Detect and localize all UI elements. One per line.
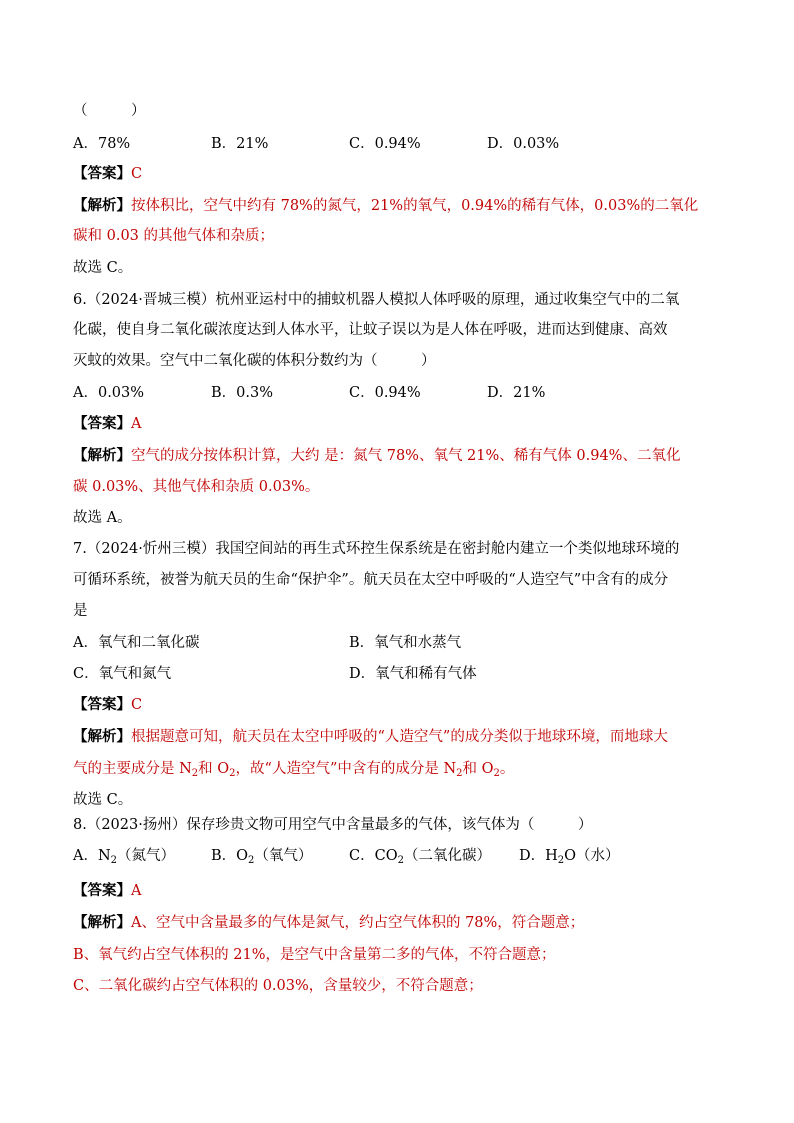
- q6-option-a: A．0.03%: [73, 385, 145, 401]
- q6-option-c: C．0.94%: [349, 385, 421, 401]
- q7-option-c: C．氧气和氮气: [73, 666, 172, 682]
- q8-stem: 8.（2023·扬州）保存珍贵文物可用空气中含量最多的气体，该气体为（ ）: [73, 817, 593, 833]
- q8-option-d: D．$H_2O$（水）: [519, 848, 620, 866]
- q8-option-c: C．$CO_2$（二氧化碳）: [349, 848, 491, 866]
- q7-option-a: A．氧气和二氧化碳: [73, 635, 200, 651]
- answer-value: A: [131, 883, 142, 899]
- q7-analysis-line-1: 【解析】根据题意可知，航天员在太空中呼吸的“人造空气”的成分类似于地球环境，而地球大: [73, 728, 668, 745]
- q6-option-d: D．21%: [487, 385, 546, 401]
- answer-label: 【答案】: [73, 882, 131, 899]
- q5-option-b: B．21%: [211, 136, 269, 152]
- q5-option-c: C．0.94%: [349, 136, 421, 152]
- q7-stem-line-2: 可循环系统，被誉为航天员的生命“保护伞”。航天员在太空中呼吸的“人造空气”中含有的成分: [73, 572, 669, 588]
- q8-analysis-line-3: C、二氧化碳约占空气体积的 0.03%，含量较少，不符合题意；: [73, 978, 483, 994]
- q8-option-a: A．$N_2$（氮气）: [73, 848, 176, 866]
- q8-analysis-line-2: B、氧气约占空气体积的 21%，是空气中含量第二多的气体，不符合题意；: [73, 947, 556, 963]
- q6-stem-line-3: 灭蚊的效果。空气中二氧化碳的体积分数约为（ ）: [73, 353, 436, 369]
- q5-answer: [73, 164, 142, 184]
- q6-choose: 故选 A。: [73, 510, 132, 526]
- answer-label: 【答案】: [73, 696, 131, 713]
- q6-option-b: B．0.3%: [211, 385, 273, 401]
- q7-choose: 故选 C。: [73, 792, 133, 808]
- q6-analysis-line-1: 【解析】空气的成分按体积计算，大约 是：氮气 78%、氧气 21%、稀有气体 0.94%、二氧化: [73, 447, 681, 464]
- q5-analysis-line-1: 【解析】按体积比，空气中约有 78%的氮气，21%的氧气，0.94%的稀有气体，0.03%的二氧化: [73, 197, 699, 214]
- analysis-label: 【解析】: [73, 197, 131, 214]
- q6-stem-line-2: 化碳，使自身二氧化碳浓度达到人体水平，让蚊子误以为是人体在呼吸，进而达到健康、高效: [73, 322, 668, 338]
- analysis-label: 【解析】: [73, 914, 131, 931]
- q5-choose: 故选 C。: [73, 260, 133, 276]
- answer-value: C: [131, 697, 143, 713]
- q7-option-d: D．氧气和稀有气体: [349, 666, 477, 682]
- answer-value: A: [131, 416, 142, 432]
- answer-label: 【答案】: [73, 415, 131, 432]
- q8-answer: [73, 881, 141, 901]
- q5-analysis-line-2: 碳和 0.03 的其他气体和杂质；: [73, 228, 275, 244]
- q6-stem-line-1: 6.（2024·晋城三模）杭州亚运村中的捕蚊机器人模拟人体呼吸的原理，通过收集空气中的二氧: [73, 292, 680, 308]
- q8-option-b: B．$O_2$（氧气）: [211, 848, 313, 866]
- q5-blank-parens: （ ）: [73, 103, 146, 119]
- q7-answer: [73, 695, 142, 715]
- q5-option-a: A．78%: [73, 136, 131, 152]
- analysis-label: 【解析】: [73, 447, 131, 464]
- q5-option-d: D．0.03%: [487, 136, 560, 152]
- q7-stem-line-3: 是: [73, 603, 88, 619]
- analysis-label: 【解析】: [73, 728, 131, 745]
- q7-option-b: B．氧气和水蒸气: [349, 635, 462, 651]
- answer-value: C: [131, 166, 143, 182]
- answer-label: 【答案】: [73, 165, 131, 182]
- q7-stem-line-1: 7.（2024·忻州三模）我国空间站的再生式环控生保系统是在密封舱内建立一个类似地球环境的: [73, 541, 680, 557]
- q6-analysis-line-2: 碳 0.03%、其他气体和杂质 0.03%。: [73, 479, 320, 495]
- q7-analysis-line-2: 气的主要成分是 $N_2$和 $O_2$，故“人造空气”中含有的成分是 $N_2$和 $O_2$。: [73, 761, 515, 779]
- q8-analysis-line-1: 【解析】A、空气中含量最多的气体是氮气，约占空气体积的 78%，符合题意；: [73, 914, 585, 931]
- q6-answer: [73, 414, 141, 434]
